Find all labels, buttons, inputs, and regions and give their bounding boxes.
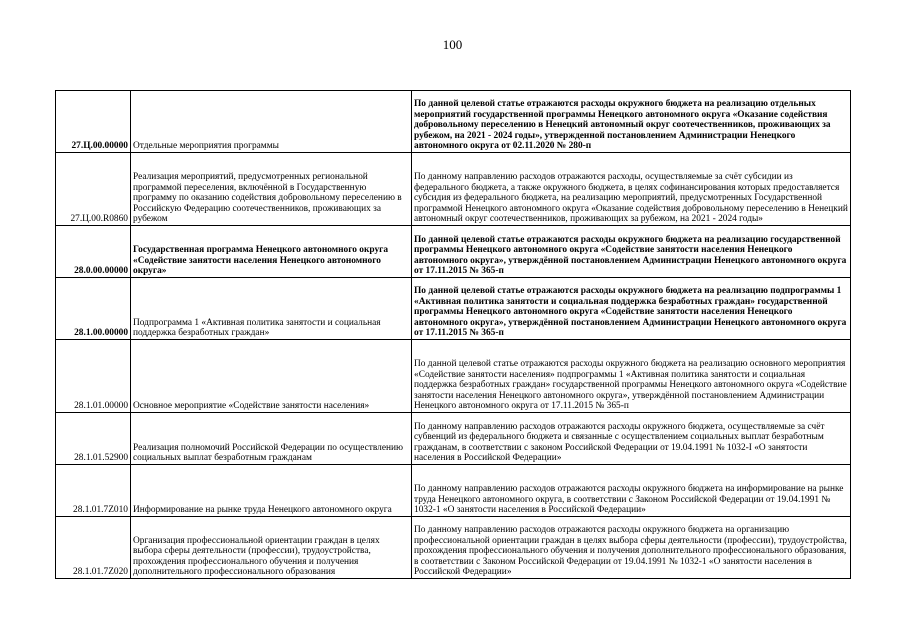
row-name: Отдельные мероприятия программы: [131, 91, 412, 153]
row-code: 28.1.01.00000: [56, 340, 131, 413]
row-name: Информирование на рынке труда Ненецкого автономного округа: [131, 465, 412, 517]
row-description: По данной целевой статье отражаются расходы окружного бюджета на реализацию отдельных мероприятий государственной программы Ненецкого автономного округа «Оказание содействия добровольному переселению в Ненецкий автономный округ соотечественников, проживающих за рубежом, на 2021 - 2024 годы», утвержденной постановлением Администрации Ненецкого автономного округа от 02.11.2020 № 280-п: [412, 91, 851, 153]
table-row: [56, 465, 851, 517]
table-row: [56, 226, 851, 278]
row-name: Реализация мероприятий, предусмотренных региональной программой переселения, включённой в Государственную программу по оказанию содействия добровольному переселению в Российскую Федерацию соотечественников, проживающих за рубежом: [131, 153, 412, 226]
table-row: [56, 340, 851, 413]
row-description: По данному направлению расходов отражаются расходы окружного бюджета на организацию профессиональной ориентации граждан в целях выбора сферы деятельности (профессии), трудоустройства, прохождения профессионального обучения и получения дополнительного профессионального образования, в соответствии с Законом Российской Федерации от 19.04.1991 № 1032-1 «О занятости населения в Российской Федерации»: [412, 517, 851, 579]
row-description: По данной целевой статье отражаются расходы окружного бюджета на реализацию основного мероприятия «Содействие занятости населения» подпрограммы 1 «Активная политика занятости и социальная поддержка безработных граждан» государственной программы Ненецкого автономного округа «Содействие занятости населения Ненецкого автономного округа», утверждённой постановлением Администрации Ненецкого автономного округа от 17.11.2015 № 365-п: [412, 340, 851, 413]
row-name: Реализация полномочий Российской Федерации по осуществлению социальных выплат безработным гражданам: [131, 413, 412, 465]
row-code: 27.Ц.00.R0860: [56, 153, 131, 226]
row-description: По данному направлению расходов отражаются расходы, осуществляемые за счёт субсидии из федерального бюджета, а также окружного бюджета, в целях софинансирования которых предоставляется субсидия из федерального бюджета, на реализацию мероприятий, предусмотренных Государственной программой Ненецкого автономного округа «Оказание содействия добровольному переселению в Ненецкий автономный округ соотечественников, проживающих за рубежом, на 2021 - 2024 годы»: [412, 153, 851, 226]
row-description: По данному направлению расходов отражаются расходы окружного бюджета на информирование на рынке труда Ненецкого автономного округа, в соответствии с Законом Российской Федерации от 19.04.1991 № 1032-1 «О занятости населения в Российской Федерации»: [412, 465, 851, 517]
table-row: [56, 413, 851, 465]
table-row: [56, 153, 851, 226]
page-number: 100: [442, 37, 463, 52]
table-row: [56, 91, 851, 153]
budget-classification-table: [55, 90, 851, 579]
row-code: 28.0.00.00000: [56, 226, 131, 278]
row-code: 28.1.01.7Z010: [56, 465, 131, 517]
row-code: 27.Ц.00.00000: [56, 91, 131, 153]
row-name: Основное мероприятие «Содействие занятости населения»: [131, 340, 412, 413]
table-row: [56, 278, 851, 340]
row-code: 28.1.01.7Z020: [56, 517, 131, 579]
row-name: Подпрограмма 1 «Активная политика занятости и социальная поддержка безработных граждан»: [131, 278, 412, 340]
row-name: Организация профессиональной ориентации граждан в целях выбора сферы деятельности (профессии), трудоустройства, прохождения профессионального обучения и получения дополнительного профессионального образования: [131, 517, 412, 579]
row-code: 28.1.00.00000: [56, 278, 131, 340]
row-description: По данной целевой статье отражаются расходы окружного бюджета на реализацию государственной программы Ненецкого автономного округа «Содействие занятости населения Ненецкого автономного округа», утверждённой постановлением Администрации Ненецкого автономного округа от 17.11.2015 № 365-п: [412, 226, 851, 278]
row-description: По данной целевой статье отражаются расходы окружного бюджета на реализацию подпрограммы 1 «Активная политика занятости и социальная поддержка безработных граждан» государственной программы Ненецкого автономного округа «Содействие занятости населения Ненецкого автономного округа», утверждённой постановлением Администрации Ненецкого автономного округа от 17.11.2015 № 365-п: [412, 278, 851, 340]
row-name: Государственная программа Ненецкого автономного округа «Содействие занятости населения Ненецкого автономного округа»: [131, 226, 412, 278]
table-row: [56, 517, 851, 579]
row-description: По данному направлению расходов отражаются расходы окружного бюджета, осуществляемые за счёт субвенций из федерального бюджета и связанные с осуществлением социальных выплат безработным гражданам, в соответствии с законом Российской Федерации от 19.04.1991 № 1032-I «О занятости населения в Российской Федерации»: [412, 413, 851, 465]
row-code: 28.1.01.52900: [56, 413, 131, 465]
